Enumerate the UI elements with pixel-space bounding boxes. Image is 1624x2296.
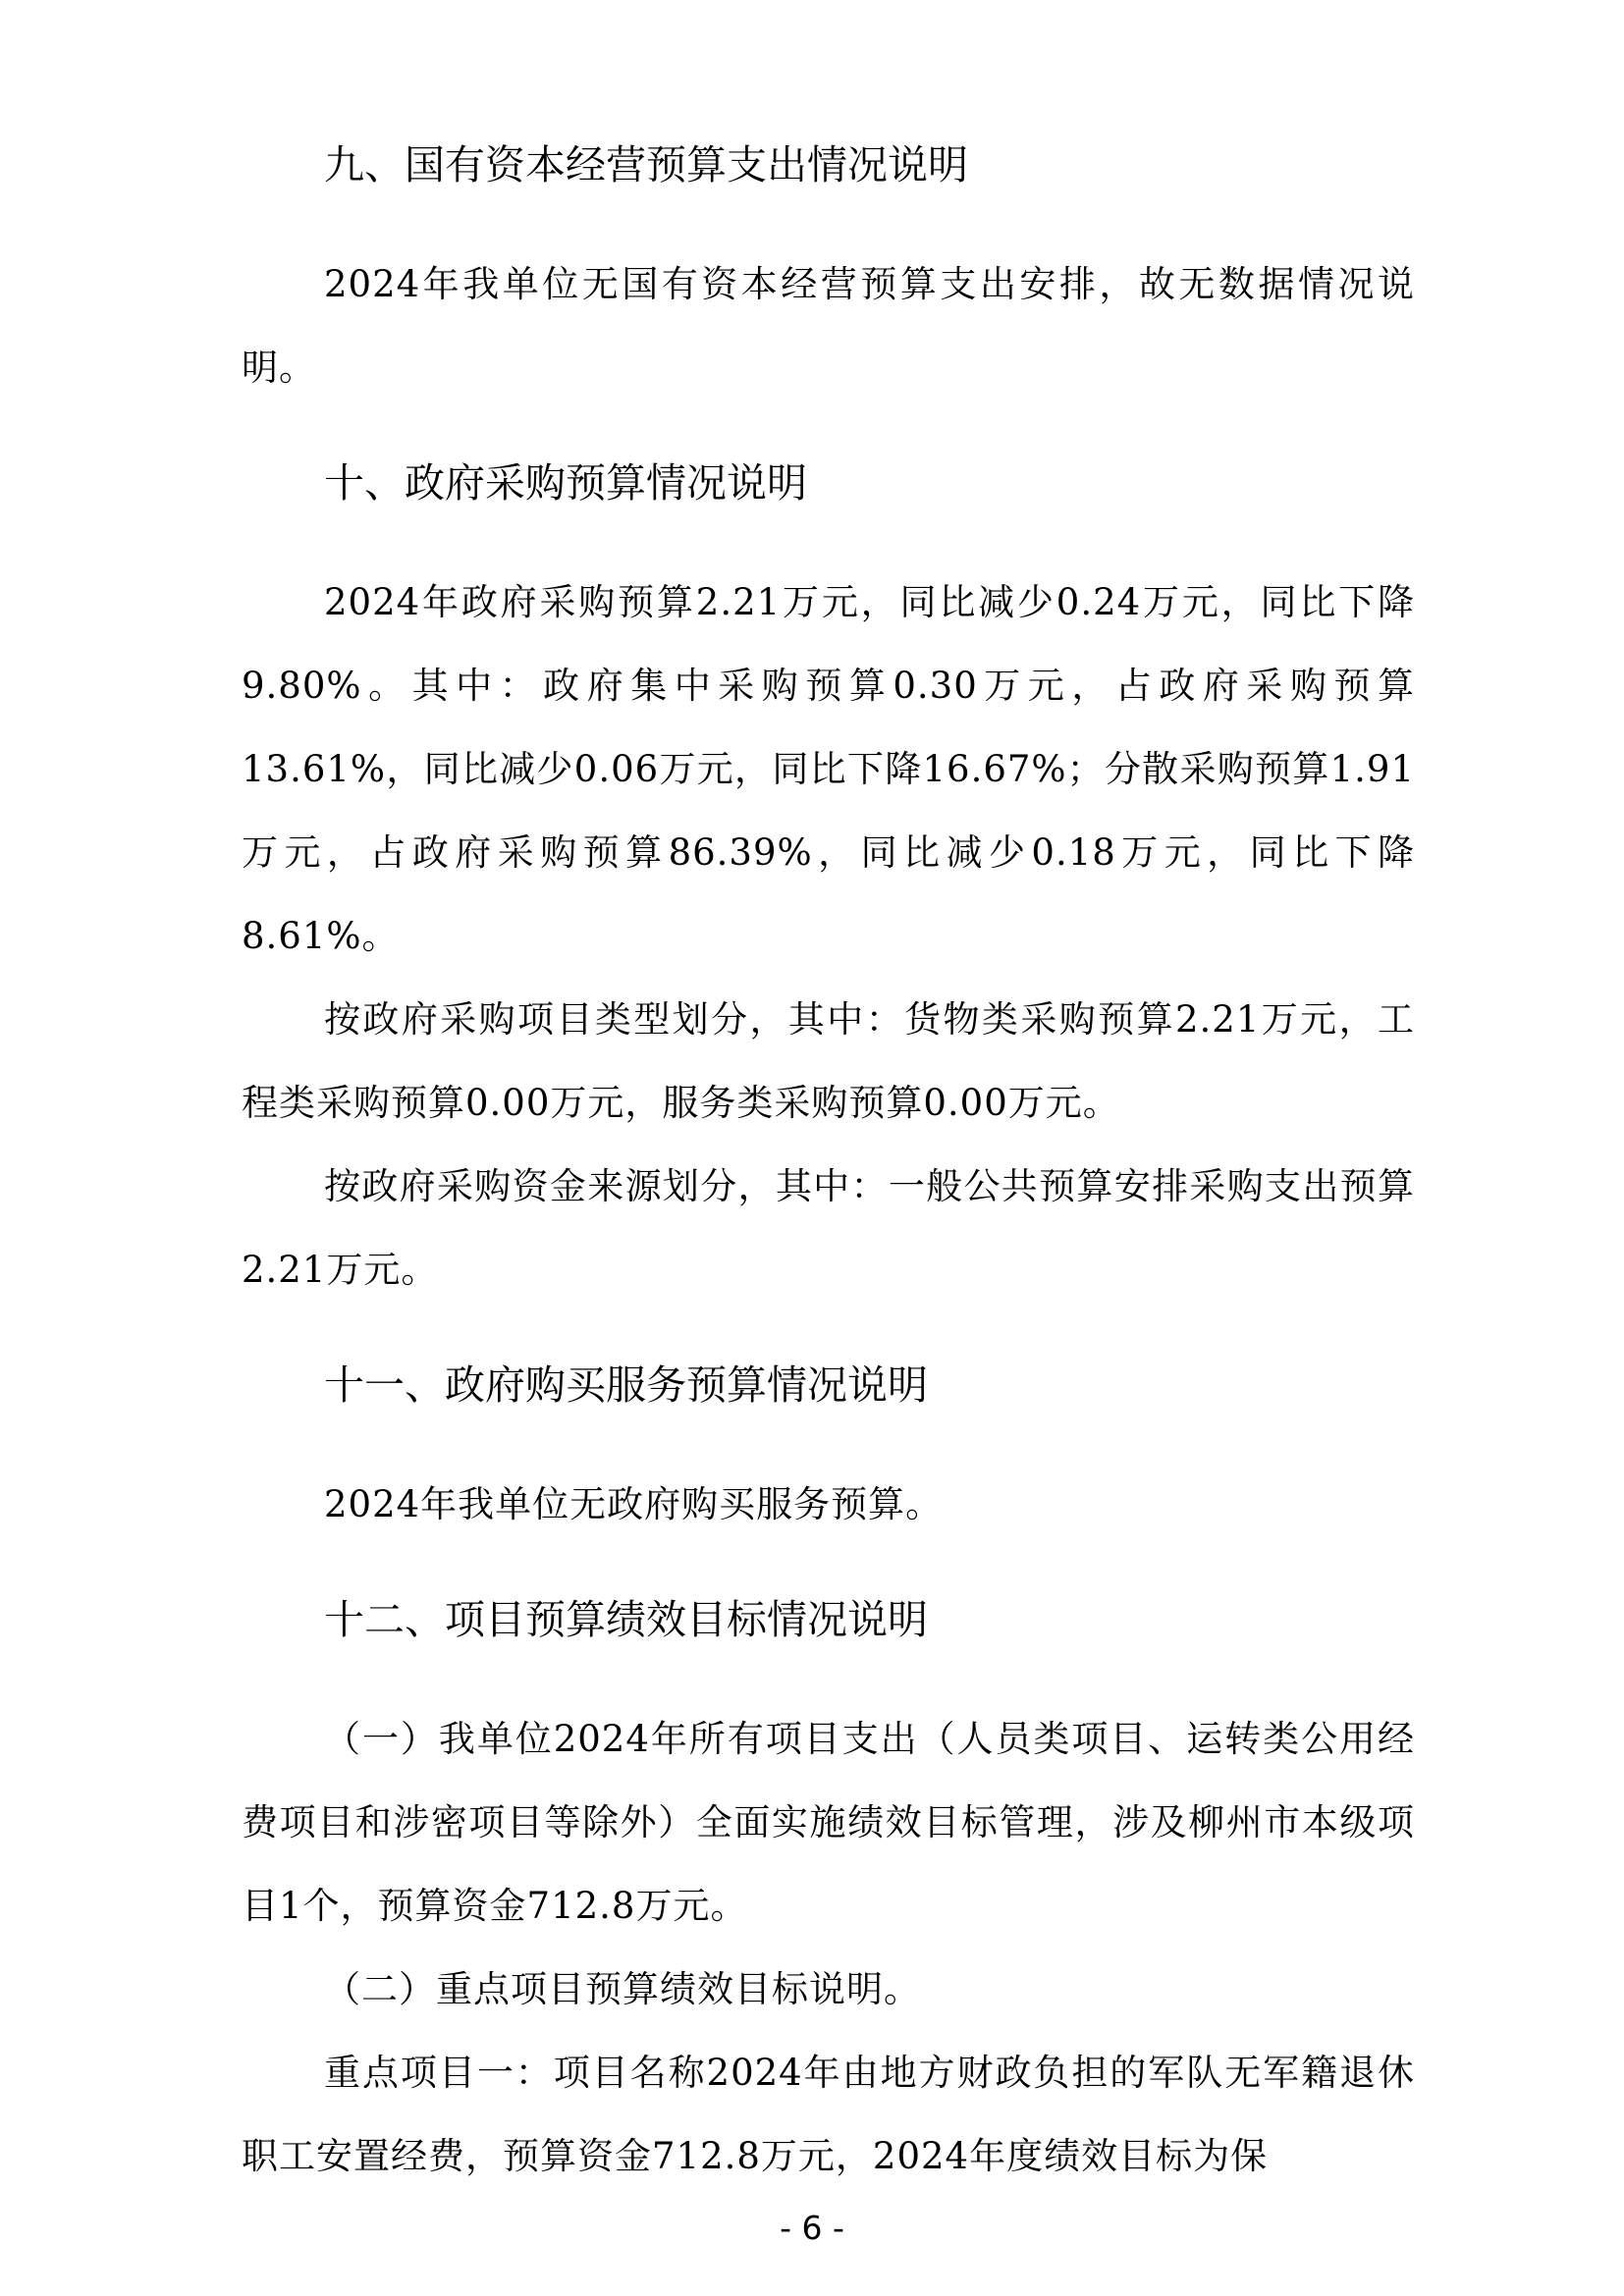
page-content [242, 123, 1415, 2198]
section-11-heading: 十一、政府购买服务预算情况说明 [324, 1362, 928, 1409]
section-12-paragraph-1: （一）我单位2024年所有项目支出（人员类项目、运转类公用经费项目和涉密项目等除外）全面实施绩效目标管理，涉及柳州市本级项目1个，预算资金712.8万元。 [242, 1718, 1415, 1927]
section-10-paragraph-2: 按政府采购项目类型划分，其中：货物类采购预算2.21万元，工程类采购预算0.00万元，服务类采购预算0.00万元。 [242, 998, 1415, 1124]
section-10-paragraph-1: 2024年政府采购预算2.21万元，同比减少0.24万元，同比下降9.80%。其中：政府集中采购预算0.30万元，占政府采购预算13.61%，同比减少0.06万元，同比下降16.67%；分散采购预算1.91万元，占政府采购预算86.39%，同比减少0.18万元，同比下降8.61%。 [242, 581, 1415, 957]
section-10-paragraph-3: 按政府采购资金来源划分，其中：一般公共预算安排采购支出预算2.21万元。 [242, 1165, 1415, 1291]
section-9-heading: 九、国有资本经营预算支出情况说明 [324, 141, 968, 188]
section-12-paragraph-3: 重点项目一：项目名称2024年由地方财政负担的军队无军籍退休职工安置经费，预算资金712.8万元，2024年度绩效目标为保 [242, 2052, 1415, 2177]
page-number: - 6 - [780, 2209, 844, 2247]
section-12-heading: 十二、项目预算绩效目标情况说明 [324, 1596, 928, 1643]
section-12-paragraph-2: （二）重点项目预算绩效目标说明。 [324, 1968, 921, 2010]
section-9-paragraph-1: 2024年我单位无国有资本经营预算支出安排，故无数据情况说明。 [242, 263, 1415, 389]
section-10-heading: 十、政府采购预算情况说明 [324, 459, 807, 507]
section-11-paragraph-1: 2024年我单位无政府购买服务预算。 [324, 1483, 944, 1525]
